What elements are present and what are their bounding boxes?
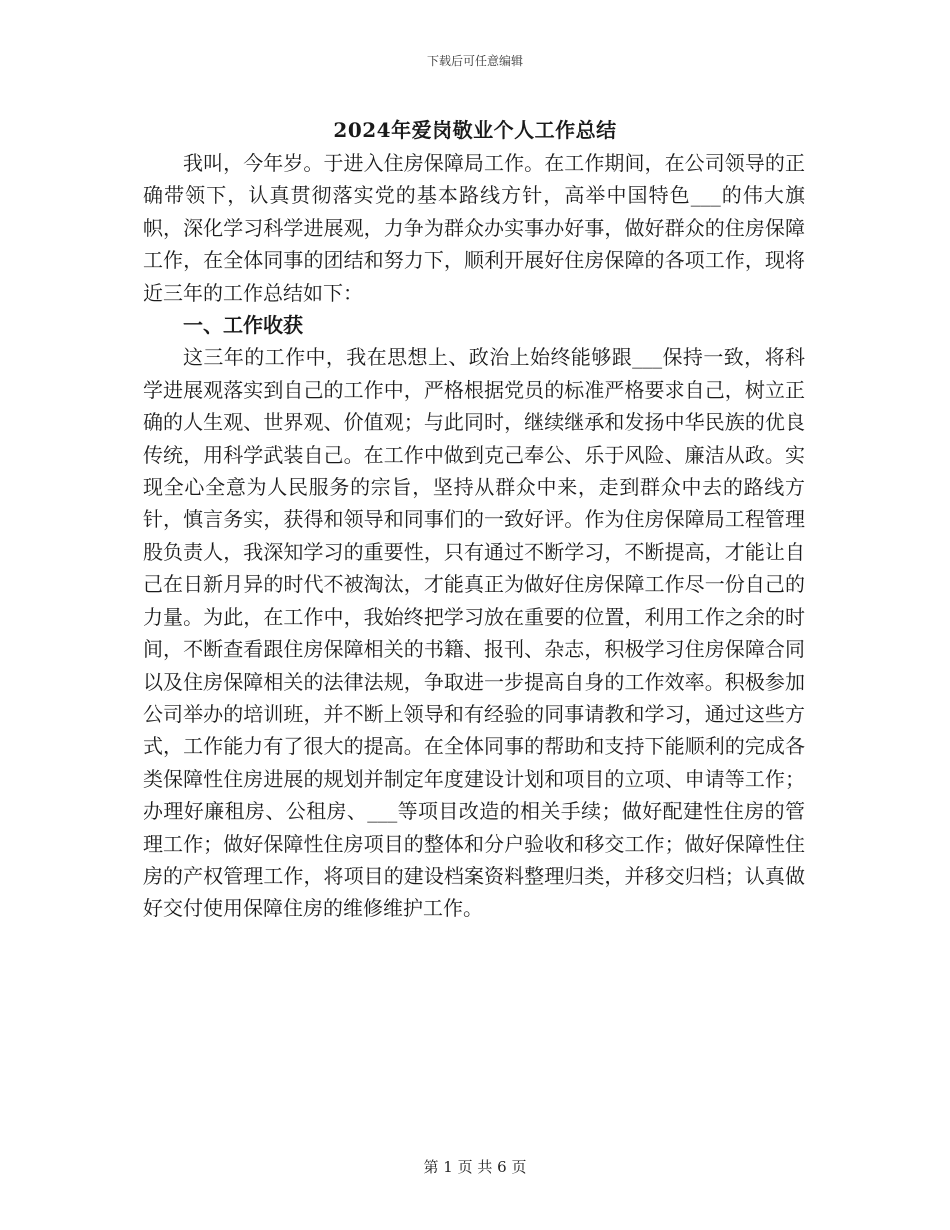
document-title: 2024年爱岗敬业个人工作总结 [333, 118, 617, 142]
section-paragraph: 这三年的工作中，我在思想上、政治上始终能够跟___保持一致，将科学进展观落实到自己的工作中，严格根据党员的标准严格要求自己，树立正确的人生观、世界观、价值观；与此同时，继续继承和发扬中华民族的优良传统，用科学武装自己。在工作中做到克己奉公、乐于风险、廉洁从政。实现全心全意为人民服务的宗旨，坚持从群众中来，走到群众中去的路线方针，慎言务实，获得和领导和同事们的一致好评。作为住房保障局工程管理股负责人，我深知学习的重要性，只有通过不断学习，不断提高，才能让自己在日新月异的时代不被淘汰，才能真正为做好住房保障工作尽一份自己的力量。为此，在工作中，我始终把学习放在重要的位置，利用工作之余的时间，不断查看跟住房保障相关的书籍、报刊、杂志，积极学习住房保障合同以及住房保障相关的法律法规，争取进一步提高自身的工作效率。积极参加公司举办的培训班，并不断上领导和有经验的同事请教和学习，通过这些方式，工作能力有了很大的提高。在全体同事的帮助和支持下能顺利的完成各类保障性住房进展的规划并制定年度建设计划和项目的立项、申请等工作；办理好廉租房、公租房、___等项目改造的相关手续；做好配建性住房的管理工作；做好保障性住房项目的整体和分户验收和移交工作；做好保障性住房的产权管理工作，将项目的建设档案资料整理归类，并移交归档；认真做好交付使用保障住房的维修维护工作。 [143, 345, 805, 921]
page-indicator: 第 1 页 共 6 页 [423, 1158, 527, 1176]
header-note: 下载后可任意编辑 [426, 54, 523, 68]
section-heading: 一、工作收获 [183, 313, 303, 338]
intro-paragraph: 我叫，今年岁。于进入住房保障局工作。在工作期间，在公司领导的正确带领下，认真贯彻落实党的基本路线方针，高举中国特色___的伟大旗帜，深化学习科学进展观，力争为群众办实事办好事，做好群众的住房保障工作，在全体同事的团结和努力下，顺利开展好住房保障的各项工作，现将近三年的工作总结如下： [143, 151, 805, 305]
document-body [143, 147, 805, 925]
